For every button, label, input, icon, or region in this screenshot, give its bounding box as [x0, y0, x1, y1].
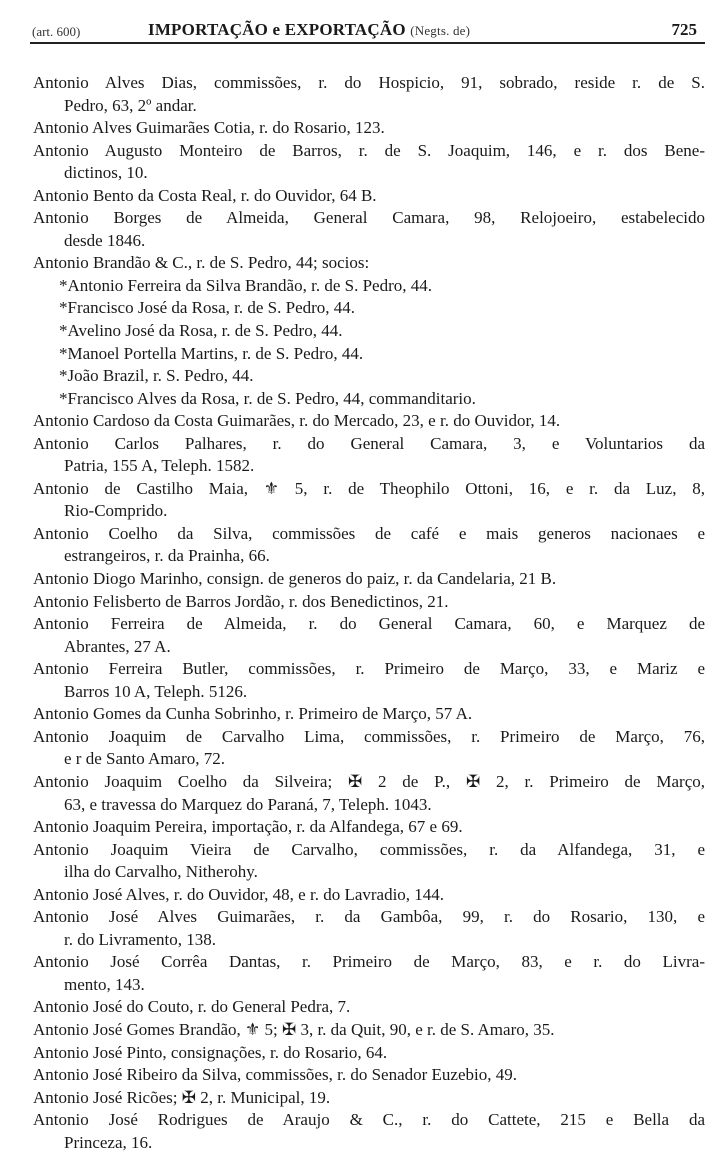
section-title: IMPORTAÇÃO e EXPORTAÇÃO — [148, 20, 406, 39]
directory-entry — [33, 433, 705, 478]
directory-entry — [33, 252, 705, 410]
entry-line: Antonio José Rodrigues de Araujo & C., r. do Cattete, 215 e Bella da — [33, 1110, 705, 1130]
entry-continuation-line: desde 1846. — [64, 230, 146, 250]
directory-entry — [33, 591, 705, 614]
entry-line: Antonio de Castilho Maia, ⚜ 5, r. de Theophilo Ottoni, 16, e r. da Luz, 8, — [33, 478, 705, 498]
entry-line: Antonio Alves Guimarães Cotia, r. do Rosario, 123. — [33, 118, 385, 138]
entry-continuation-line: estrangeiros, r. da Prainha, 66. — [64, 546, 270, 566]
entry-line: Antonio José Ricões; ✠ 2, r. Municipal, 19. — [33, 1087, 331, 1107]
directory-entry — [33, 839, 705, 884]
partner-line: *Francisco Alves da Rosa, r. de S. Pedro, 44, commanditario. — [59, 388, 476, 408]
directory-entry — [33, 771, 705, 816]
directory-entry — [33, 1064, 705, 1087]
entry-continuation-line: Barros 10 A, Teleph. 5126. — [64, 681, 248, 701]
partner-line: *Manoel Portella Martins, r. de S. Pedro, 44. — [59, 343, 364, 363]
entry-continuation-line: Rio-Comprido. — [64, 501, 168, 521]
directory-listing — [33, 72, 705, 1154]
directory-entry — [33, 951, 705, 996]
entry-line: Antonio Alves Dias, commissões, r. do Hospicio, 91, sobrado, reside r. de S. — [33, 73, 705, 92]
directory-entry — [33, 140, 705, 185]
partner-line: *João Brazil, r. S. Pedro, 44. — [59, 366, 254, 386]
directory-entry — [33, 726, 705, 771]
entry-line: Antonio Ferreira de Almeida, r. do General Camara, 60, e Marquez de — [33, 614, 705, 634]
directory-entry — [33, 1109, 705, 1154]
directory-entry — [33, 906, 705, 951]
directory-entry — [33, 568, 705, 591]
entry-line: Antonio José Ribeiro da Silva, commissões, r. do Senador Euzebio, 49. — [33, 1065, 517, 1085]
entry-continuation-line: mento, 143. — [64, 974, 145, 994]
running-header — [30, 18, 705, 44]
section-subtitle: (Negts. de) — [410, 23, 471, 38]
entry-line: Antonio José Gomes Brandão, ⚜ 5; ✠ 3, r. da Quit, 90, e r. de S. Amaro, 35. — [33, 1019, 555, 1039]
entry-line: Antonio Cardoso da Costa Guimarães, r. do Mercado, 23, e r. do Ouvidor, 14. — [33, 411, 561, 431]
entry-line: Antonio Augusto Monteiro de Barros, r. de S. Joaquim, 146, e r. dos Bene- — [33, 140, 705, 160]
entry-continuation-line: 63, e travessa do Marquez do Paraná, 7, Teleph. 1043. — [64, 794, 432, 814]
entry-line: Antonio Gomes da Cunha Sobrinho, r. Primeiro de Março, 57 A. — [33, 704, 473, 724]
entry-line: Antonio José Alves, r. do Ouvidor, 48, e r. do Lavradio, 144. — [33, 884, 445, 904]
directory-entry — [33, 884, 705, 907]
entry-line: Antonio Brandão & C., r. de S. Pedro, 44; socios: — [33, 253, 370, 273]
entry-line: Antonio Joaquim de Carvalho Lima, commissões, r. Primeiro de Março, 76, — [33, 726, 705, 746]
entry-continuation-line: dictinos, 10. — [64, 163, 148, 183]
directory-entry — [33, 1042, 705, 1065]
entry-line: Antonio José Alves Guimarães, r. da Gambôa, 99, r. do Rosario, 130, e — [33, 907, 705, 927]
directory-entry — [33, 658, 705, 703]
entry-continuation-line: r. do Livramento, 138. — [64, 929, 217, 949]
entry-continuation-line: e r de Santo Amaro, 72. — [64, 749, 225, 769]
entry-continuation-line: Pedro, 63, 2º andar. — [64, 95, 197, 115]
entry-line: Antonio Bento da Costa Real, r. do Ouvidor, 64 B. — [33, 185, 377, 205]
partner-line: *Avelino José da Rosa, r. de S. Pedro, 44. — [59, 321, 343, 341]
entry-line: Antonio José do Couto, r. do General Pedra, 7. — [33, 997, 351, 1017]
entry-continuation-line: Abrantes, 27 A. — [64, 636, 171, 656]
entry-line: Antonio Joaquim Coelho da Silveira; ✠ 2 de P., ✠ 2, r. Primeiro de Março, — [33, 771, 705, 791]
partner-line: *Antonio Ferreira da Silva Brandão, r. de S. Pedro, 44. — [59, 275, 432, 295]
directory-entry — [33, 478, 705, 523]
entry-line: Antonio Borges de Almeida, General Camara, 98, Relojoeiro, estabelecido — [33, 208, 705, 228]
directory-entry — [33, 72, 705, 117]
page-title — [148, 20, 470, 40]
article-reference: (art. 600) — [32, 24, 81, 39]
directory-entry — [33, 816, 705, 839]
entry-line: Antonio Joaquim Pereira, importação, r. da Alfandega, 67 e 69. — [33, 817, 463, 837]
entry-line: Antonio Joaquim Vieira de Carvalho, commissões, r. da Alfandega, 31, e — [33, 839, 705, 859]
entry-line: Antonio Diogo Marinho, consign. de generos do paiz, r. da Candelaria, 21 B. — [33, 569, 557, 589]
page-number: 725 — [671, 20, 697, 39]
entry-line: Antonio José Corrêa Dantas, r. Primeiro de Março, 83, e r. do Livra- — [33, 952, 705, 972]
directory-entry — [33, 185, 705, 208]
entry-line: Antonio José Pinto, consignações, r. do Rosario, 64. — [33, 1042, 388, 1062]
entry-line: Antonio Carlos Palhares, r. do General Camara, 3, e Voluntarios da — [33, 433, 705, 453]
directory-entry — [33, 410, 705, 433]
directory-entry — [33, 703, 705, 726]
entry-line: Antonio Ferreira Butler, commissões, r. Primeiro de Março, 33, e Mariz e — [33, 659, 705, 679]
entry-line: Antonio Coelho da Silva, commissões de café e mais generos nacionaes e — [33, 523, 705, 543]
directory-entry — [33, 613, 705, 658]
entry-line: Antonio Felisberto de Barros Jordão, r. dos Benedictinos, 21. — [33, 591, 449, 611]
directory-entry — [33, 996, 705, 1019]
directory-entry — [33, 117, 705, 140]
directory-entry — [33, 1087, 705, 1110]
partner-line: *Francisco José da Rosa, r. de S. Pedro, 44. — [59, 298, 356, 318]
directory-entry — [33, 207, 705, 252]
entry-continuation-line: ilha do Carvalho, Nitherohy. — [64, 862, 258, 882]
directory-entry — [33, 523, 705, 568]
entry-continuation-line: Princeza, 16. — [64, 1132, 153, 1152]
directory-entry — [33, 1019, 705, 1042]
entry-continuation-line: Patria, 155 A, Teleph. 1582. — [64, 456, 255, 476]
